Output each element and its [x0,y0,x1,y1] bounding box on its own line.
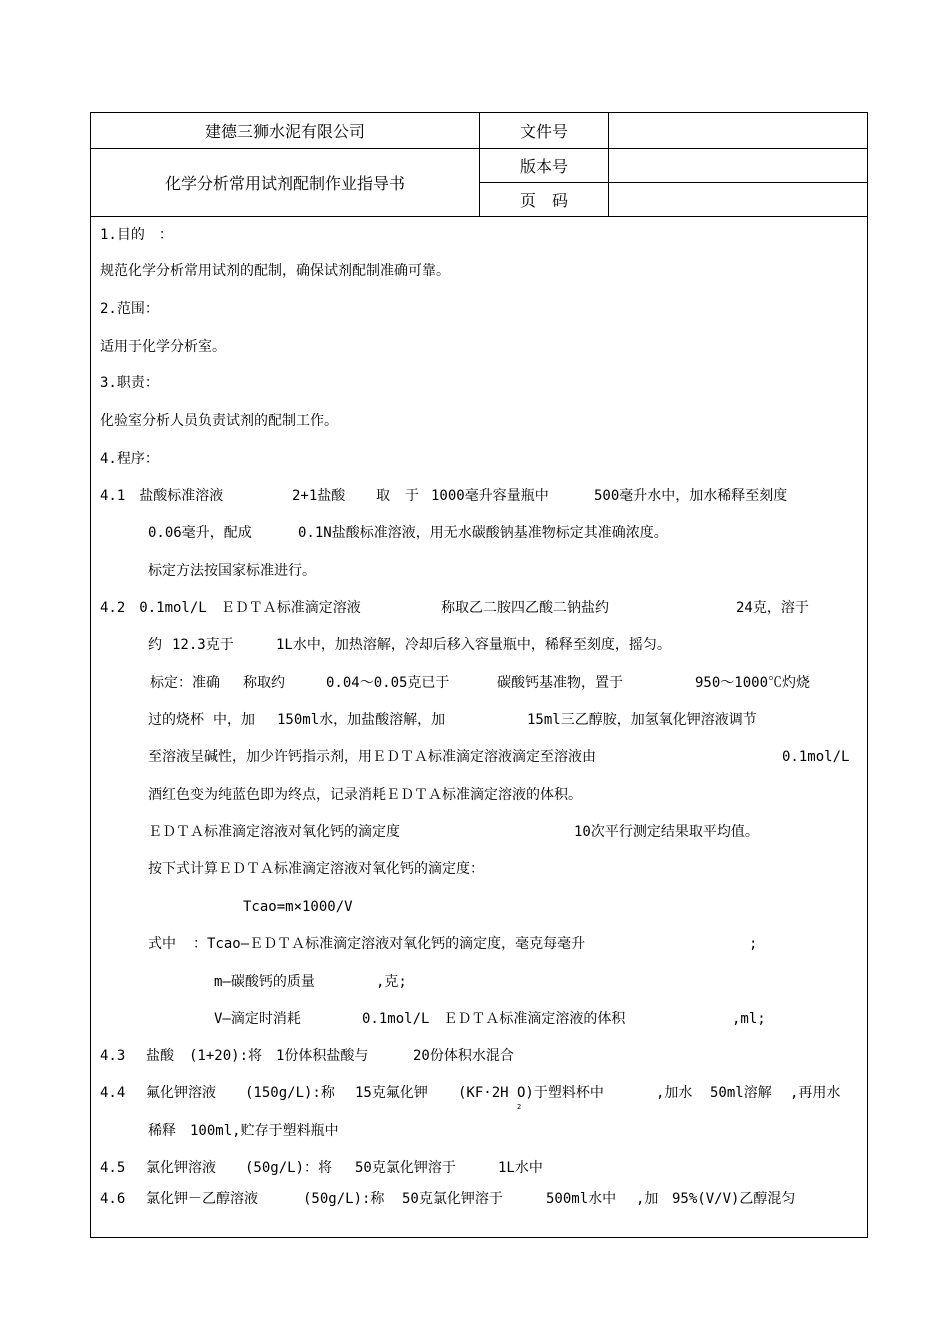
p43-d: 1份体积盐酸与 [276,1048,369,1064]
formula: Tcao=m×1000/V [243,899,353,915]
p44-j: 100ml,贮存于塑料瓶中 [190,1123,339,1139]
p41-e: 1000毫升容量瓶中 [431,488,549,504]
p42-a: 4.2 0.1mol/L ＥＤＴＡ标准滴定溶液 [100,600,361,616]
p41-h: 0.1N盐酸标准溶液，用无水碳酸钠基准物标定其准确浓度。 [298,525,668,541]
p44-subscript: 2 [517,1103,522,1111]
p42-z2: ,克; [376,974,407,990]
doc-title: 化学分析常用试剂配制作业指导书 [164,174,405,193]
p41-b: 2+1盐酸 [292,488,346,504]
p42-m: 中，加 [213,712,255,728]
version-label-cell [480,149,609,183]
p42-h: 称取约 [243,675,285,691]
p42-e: 12.3克于 [172,637,234,653]
p44-g: 50ml溶解 [710,1085,772,1101]
p42-z1: m—碳酸钙的质量 [214,974,315,990]
p44-a: 4.4 [100,1085,126,1101]
p43-a: 4.3 [100,1048,126,1064]
p45-c: (50g/L)：将 [245,1160,333,1176]
p46-b: 氯化钾－乙醇溶液 [146,1191,258,1207]
p42-s: ＥＤＴＡ标准滴定溶液对氧化钙的滴定度 [148,824,400,840]
p42-v1: V—滴定时消耗 [214,1011,301,1027]
p45-a: 4.5 [100,1160,126,1176]
p42-u: 按下式计算ＥＤＴＡ标准滴定溶液对氧化钙的滴定度： [148,861,484,877]
p42-f: 1L水中，加热溶解，冷却后移入容量瓶中，稀释至刻度，摇匀。 [276,637,671,653]
p41-g: 0.06毫升，配成 [148,525,252,541]
page-label-cell [480,183,609,217]
p45-b: 氯化钾溶液 [146,1160,216,1176]
company-name-cell [91,113,480,149]
p42-d: 约 [148,637,162,653]
p41-i: 标定方法按国家标准进行。 [148,563,316,579]
p42-j: 碳酸钙基准物，置于 [497,675,623,691]
p42-r: 酒红色变为纯蓝色即为终点，记录消耗ＥＤＴＡ标准滴定溶液的体积。 [148,787,582,803]
p42-g: 标定：准确 [150,675,220,691]
p44-h: ,再用水 [790,1085,841,1101]
p42-p: 至溶液呈碱性，加少许钙指示剂，用ＥＤＴＡ标准滴定溶液滴定至溶液由 [148,749,596,765]
section-3-heading: 3.职责： [100,375,159,391]
p45-e: 1L水中 [498,1160,543,1176]
p42-l: 过的烧杯 [148,712,204,728]
p42-c: 24克，溶于 [736,600,809,616]
p43-c: (1+20):将 [189,1048,263,1064]
page-value-cell [609,183,867,217]
p46-d: 50克氯化钾溶于 [402,1191,503,1207]
p41-a: 4.1 盐酸标准溶液 [100,488,224,504]
file-no-label: 文件号 [519,122,568,141]
p44-c: (150g/L):称 [245,1085,335,1101]
p41-f: 500毫升水中，加水稀释至刻度 [594,488,788,504]
p43-b: 盐酸 [146,1048,174,1064]
p44-i: 稀释 [148,1123,176,1139]
p42-i: 0.04～0.05克已于 [326,675,450,691]
p46-a: 4.6 [100,1191,126,1207]
p46-e: 500ml水中 [546,1191,617,1207]
p43-e: 20份体积水混合 [413,1048,514,1064]
p44-d: 15克氟化钾 [355,1085,428,1101]
section-1-heading: 1.目的 ： [100,227,173,243]
p41-c: 取 [376,488,390,504]
section-2-heading: 2.范围： [100,301,159,317]
version-label: 版本号 [519,157,568,176]
p46-c: (50g/L):称 [303,1191,385,1207]
p46-f: ,加 [636,1191,659,1207]
p42-x: ：Tcao—ＥＤＴＡ标准滴定溶液对氧化钙的滴定度，毫克每毫升 [193,936,586,952]
doc-title-cell [91,149,480,217]
p45-d: 50克氯化钾溶于 [355,1160,456,1176]
p42-t: 10次平行测定结果取平均值。 [574,824,759,840]
p42-k: 950～1000℃灼烧 [695,675,811,691]
p42-q: 0.1mol/L [782,749,850,765]
section-3-text: 化验室分析人员负责试剂的配制工作。 [100,413,338,429]
p42-o: 15ml三乙醇胺，加氢氧化钾溶液调节 [527,712,757,728]
section-2-text: 适用于化学分析室。 [100,339,226,355]
p42-w: 式中 [148,936,176,952]
section-1-text: 规范化学分析常用试剂的配制，确保试剂配制准确可靠。 [100,263,450,279]
p41-d: 于 [405,488,419,504]
p42-n: 150ml水，加盐酸溶解，加 [277,712,446,728]
p42-v3: ,ml; [732,1011,766,1027]
p44-e: (KF·2H O)于塑料杯中 [458,1085,604,1101]
section-4-heading: 4.程序： [100,451,159,467]
page-label: 页 码 [519,191,568,210]
p46-g: 95%(V/V)乙醇混匀 [672,1191,796,1207]
p44-f: ,加水 [656,1085,693,1101]
p42-v2: 0.1mol/L ＥＤＴＡ标准滴定溶液的体积 [362,1011,626,1027]
version-value-cell [609,149,867,183]
file-no-value-cell [609,113,867,149]
p42-b: 称取乙二胺四乙酸二钠盐约 [441,600,609,616]
company-name: 建德三狮水泥有限公司 [204,122,365,141]
file-no-label-cell [480,113,609,149]
p42-y: ; [749,936,758,952]
p44-b: 氟化钾溶液 [146,1085,216,1101]
